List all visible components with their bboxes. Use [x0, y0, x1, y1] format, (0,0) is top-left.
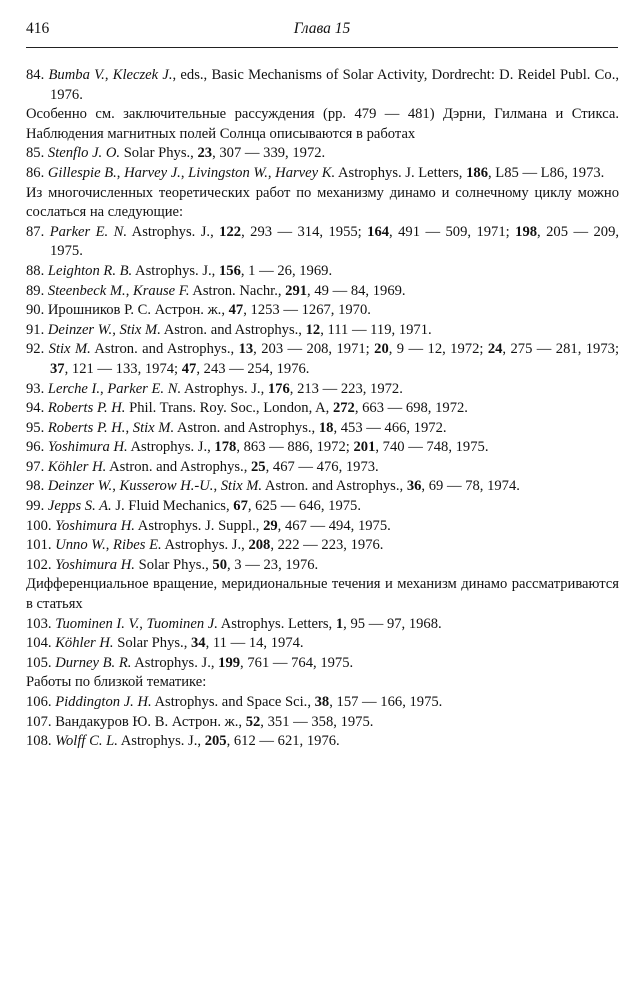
author-name: Parker E. N. [49, 223, 128, 240]
author-name: Gillespie B. [47, 164, 117, 181]
volume-number: 29 [263, 517, 278, 534]
reference-entry [26, 301, 619, 321]
text-run: 87. [26, 223, 50, 240]
reference-entry [26, 732, 619, 752]
author-name: Harvey J. [124, 164, 181, 181]
volume-number: 208 [248, 537, 271, 554]
text-run: , 491 — 509, 1971; [389, 223, 516, 240]
volume-number: 47 [228, 302, 244, 319]
text-run: Astrophys. J., [127, 223, 220, 240]
text-run: 88. [26, 262, 48, 279]
text-run: , [116, 164, 125, 181]
author-name: Kusserow H.-U. [119, 478, 214, 495]
chapter-title: Глава 15 [293, 20, 351, 37]
author-name: Unno W. [55, 537, 106, 554]
text-run: 106. [26, 694, 56, 710]
reference-entry [26, 713, 619, 733]
text-run: 94. [26, 400, 48, 417]
volume-number: 205 [204, 733, 227, 750]
author-name: Deinzer W. [47, 478, 113, 495]
reference-entry [26, 262, 619, 282]
text-run: 102. [26, 556, 56, 573]
text-run: Astrophys. J., [127, 439, 215, 456]
text-run: Astron. and Astrophys., [160, 321, 306, 338]
reference-entry [26, 693, 619, 713]
reference-list [26, 66, 619, 752]
author-name: Stix M. [119, 321, 161, 338]
text-run: 99. [26, 498, 48, 515]
text-run: , 49 — 84, 1969. [307, 282, 406, 299]
reference-entry [26, 615, 619, 635]
volume-number: 122 [219, 223, 242, 240]
text-run: , 275 — 281, 1973; [502, 341, 619, 358]
text-run: Из многочисленных теоретических работ по механизму динамо и солнечному циклу можно сослаться на следующие: [26, 184, 619, 221]
text-run: , [139, 615, 147, 632]
text-run: 92. [26, 341, 49, 358]
author-name: Yoshimura H. [55, 517, 135, 534]
section-paragraph [26, 575, 619, 614]
text-run: 108. [26, 733, 56, 750]
volume-number: 38 [314, 694, 330, 710]
reference-entry [26, 477, 619, 497]
author-name: Köhler H. [55, 635, 114, 652]
text-run: 97. [26, 458, 48, 475]
text-run: Astrophys. J., [117, 733, 205, 750]
volume-number: 34 [191, 635, 206, 652]
text-run: Astron. and Astrophys., [174, 419, 319, 436]
volume-number: 67 [233, 498, 248, 515]
page-number: 416 [26, 20, 50, 37]
author-name: Wolff C. L. [55, 733, 118, 750]
text-run: 90. Ирошников Р. С. Астрон. ж., [26, 302, 229, 319]
text-run: Astrophys. and Space Sci., [151, 694, 315, 710]
text-run: , 453 — 466, 1972. [333, 419, 447, 436]
text-run: , 121 — 133, 1974; [64, 360, 182, 377]
reference-entry [26, 399, 619, 419]
author-name: Stix M. [220, 478, 263, 495]
volume-number: 156 [218, 262, 241, 279]
author-name: Stix M. [132, 419, 175, 436]
reference-entry [26, 321, 619, 341]
text-run: , [180, 164, 189, 181]
author-name: Livingston W. [188, 164, 268, 181]
text-run: 100. [26, 517, 56, 534]
text-run: Astrophys. Letters, [217, 615, 336, 632]
text-run: , 243 — 254, 1976. [196, 360, 310, 377]
volume-number: 199 [218, 654, 241, 671]
volume-number: 164 [367, 223, 390, 240]
reference-entry [26, 654, 619, 674]
text-run: , [213, 478, 221, 495]
text-run: , 95 — 97, 1968. [343, 615, 442, 632]
text-run: J. Fluid Mechanics, [111, 498, 234, 515]
volume-number: 37 [50, 360, 65, 377]
text-run: , [267, 164, 276, 181]
text-run: 107. Вандакуров Ю. В. Астрон. ж., [26, 713, 246, 730]
text-run: Astrophys. J. Suppl., [134, 517, 264, 534]
text-run: 101. [26, 537, 56, 554]
reference-entry [26, 458, 619, 478]
text-run: Astrophys. J. Letters, [335, 164, 467, 181]
reference-entry [26, 556, 619, 576]
text-run: , 467 — 476, 1973. [265, 458, 379, 475]
author-name: Roberts P. H. [47, 419, 126, 436]
text-run: , [100, 380, 108, 397]
text-run: , [125, 282, 133, 299]
text-run: , 111 — 119, 1971. [320, 321, 432, 338]
volume-number: 272 [332, 400, 355, 417]
text-run: , 9 — 12, 1972; [388, 341, 488, 358]
author-name: Stix M. [48, 341, 91, 358]
section-paragraph [26, 105, 619, 144]
volume-number: 201 [353, 439, 376, 456]
text-run: Astron. and Astrophys., [106, 458, 251, 475]
volume-number: 291 [285, 282, 308, 299]
text-run: 84. [26, 67, 49, 83]
text-run: , 69 — 78, 1974. [421, 478, 520, 495]
reference-entry [26, 164, 619, 184]
author-name: Harvey K. [275, 164, 336, 181]
text-run: 91. [26, 321, 48, 338]
text-run: , [112, 478, 120, 495]
reference-entry [26, 340, 619, 379]
text-run: , 625 — 646, 1975. [247, 498, 361, 515]
reference-entry [26, 517, 619, 537]
volume-number: 198 [515, 223, 538, 240]
reference-entry [26, 536, 619, 556]
volume-number: 23 [197, 145, 213, 162]
volume-number: 18 [318, 419, 334, 436]
volume-number: 36 [406, 478, 422, 495]
text-run: , 213 — 223, 1972. [289, 380, 403, 397]
text-run: , 1253 — 1267, 1970. [243, 302, 371, 319]
author-name: Steenbeck M. [47, 282, 126, 299]
text-run: , 11 — 14, 1974. [205, 635, 304, 652]
author-name: Roberts P. H. [47, 400, 126, 417]
author-name: Ribes E. [113, 537, 162, 554]
text-run: , 157 — 166, 1975. [329, 694, 443, 710]
author-name: Krause F. [132, 282, 190, 299]
text-run: Astron. Nachr., [189, 282, 286, 299]
header-divider [26, 47, 618, 48]
text-run: , 1 — 26, 1969. [240, 262, 333, 279]
reference-entry [26, 438, 619, 458]
volume-number: 24 [487, 341, 503, 358]
text-run: , 740 — 748, 1975. [375, 439, 489, 456]
text-run: 103. [26, 615, 56, 632]
text-run: Дифференциальное вращение, меридиональные течения и механизм динамо рассматриваются в статьях [26, 576, 619, 613]
author-name: Durney B. R. [55, 654, 132, 671]
reference-entry [26, 419, 619, 439]
text-run: Работы по близкой тематике: [26, 674, 207, 691]
volume-number: 47 [181, 360, 197, 377]
reference-entry [26, 223, 619, 262]
text-run: Astrophys. J., [132, 262, 219, 279]
text-run: , [112, 321, 120, 338]
text-run: Solar Phys., [113, 635, 191, 652]
text-run: Astron. and Astrophys., [90, 341, 239, 358]
text-run: 93. [26, 380, 48, 397]
text-run: , 351 — 358, 1975. [260, 713, 374, 730]
text-run: Astrophys. J., [161, 537, 249, 554]
volume-number: 25 [251, 458, 266, 475]
volume-number: 178 [214, 439, 237, 456]
text-run: , L85 — L86, 1973. [487, 164, 605, 181]
text-run: Astrophys. J., [131, 654, 219, 671]
author-name: Bumba V. [48, 67, 105, 83]
text-run: Astron. and Astrophys., [262, 478, 407, 495]
text-run: , 307 — 339, 1972. [212, 145, 326, 162]
author-name: Piddington J. H. [55, 694, 152, 710]
text-run: , 863 — 886, 1972; [236, 439, 354, 456]
volume-number: 13 [238, 341, 254, 358]
text-run: , eds., Basic Mechanisms of Solar Activity, Dordrecht: D. Reidel Publ. Co., 1976. [50, 67, 619, 103]
text-run: Особенно см. заключительные рассуждения (pp. 479 — 481) Дэрни, Гилмана и Стикса. Наблюдения магнитных полей Солнца описываются в работах [26, 106, 619, 142]
volume-number: 52 [245, 713, 261, 730]
text-run: , 663 — 698, 1972. [354, 400, 468, 417]
volume-number: 20 [374, 341, 389, 358]
text-run: , 612 — 621, 1976. [226, 733, 340, 750]
author-name: Tuominen I. V. [55, 615, 140, 632]
text-run: , [104, 67, 113, 83]
author-name: Stenflo J. O. [47, 145, 121, 162]
author-name: Kleczek J. [112, 67, 173, 83]
text-run: 105. [26, 654, 56, 671]
text-run: , 205 — 209, 1975. [50, 223, 620, 260]
text-run: , 222 — 223, 1976. [270, 537, 384, 554]
text-run: , 467 — 494, 1975. [277, 517, 391, 534]
text-run: Phil. Trans. Roy. Soc., London, A, [125, 400, 333, 417]
text-run: , [125, 419, 133, 436]
text-run: 95. [26, 419, 48, 436]
text-run: 85. [26, 145, 48, 162]
reference-entry [26, 497, 619, 517]
text-run: , 203 — 208, 1971; [253, 341, 375, 358]
reference-entry [26, 282, 619, 302]
text-run: , 761 — 764, 1975. [240, 654, 354, 671]
volume-number: 50 [212, 556, 227, 573]
text-run: , 293 — 314, 1955; [241, 223, 368, 240]
volume-number: 186 [466, 164, 488, 181]
text-run: 89. [26, 282, 48, 299]
reference-entry [26, 634, 619, 654]
reference-entry [26, 144, 619, 164]
section-paragraph [26, 673, 619, 693]
volume-number: 12 [305, 321, 321, 338]
author-name: Yoshimura H. [47, 439, 128, 456]
author-name: Parker E. N. [107, 380, 182, 397]
text-run: , [105, 537, 114, 554]
author-name: Deinzer W. [47, 321, 113, 338]
text-run: 98. [26, 478, 48, 495]
page-header [26, 20, 618, 44]
volume-number: 176 [267, 380, 290, 397]
text-run: 86. [26, 164, 48, 181]
section-paragraph [26, 184, 619, 223]
text-run: , 3 — 23, 1976. [226, 556, 319, 573]
reference-entry [26, 380, 619, 400]
text-run: Astrophys. J., [181, 380, 268, 397]
reference-entry [26, 66, 619, 105]
author-name: Tuominen J. [146, 615, 218, 632]
author-name: Leighton R. B. [47, 262, 133, 279]
text-run: Solar Phys., [120, 145, 198, 162]
author-name: Lerche I. [47, 380, 101, 397]
text-run: 96. [26, 439, 48, 456]
author-name: Yoshimura H. [55, 556, 135, 573]
author-name: Köhler H. [47, 458, 107, 475]
volume-number: 1 [335, 615, 344, 632]
author-name: Jepps S. A. [47, 498, 112, 515]
text-run: Solar Phys., [134, 556, 213, 573]
text-run: 104. [26, 635, 56, 652]
